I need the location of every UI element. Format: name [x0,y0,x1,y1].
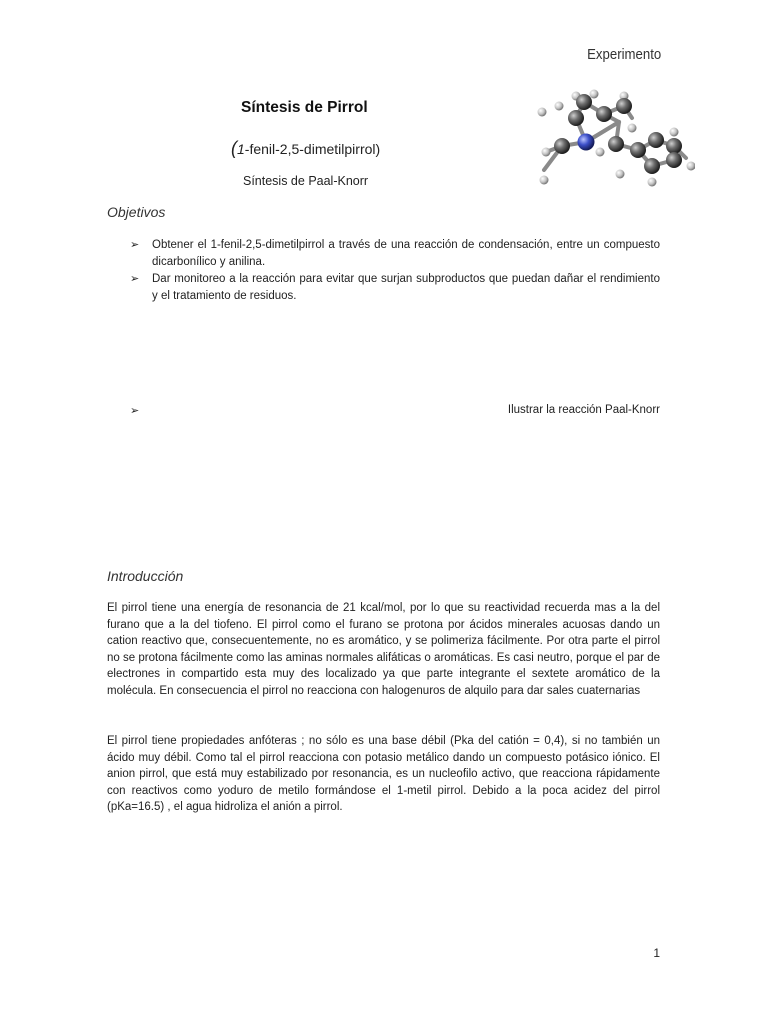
list-item [130,271,660,305]
objetivo-text: Ilustrar la reacción Paal-Knorr [507,404,660,416]
objetivos-heading: Objetivos [107,204,166,220]
compound-name-number: 1 [237,141,245,157]
list-item [130,237,660,271]
introduccion-heading: Introducción [107,568,184,584]
header-label: Experimento [586,46,661,63]
molecule-image [524,88,695,188]
arrowhead-bullet-icon: ➢ [130,405,140,417]
compound-name-rest: -fenil-2,5-dimetilpirrol) [244,141,381,157]
objetivo-text: Obtener el 1-fenil-2,5-dimetilpirrol a través de una reacción de condensación, entre un compuesto dicarbonílico y anilina. [152,239,660,268]
synthesis-method: Síntesis de Paal-Knorr [243,174,369,188]
compound-name-paren: ( [231,138,237,158]
compound-name [231,138,380,159]
objetivo-text: Dar monitoreo a la reacción para evitar que surjan subproductos que puedan dañar el rendimiento y el tratamiento de residuos. [152,273,660,302]
intro-paragraph: El pirrol tiene propiedades anfóteras ; no sólo es una base débil (Pka del catión = 0,4), si no también un ácido muy débil. Como tal el pirrol reacciona con potasio metálico dando un compuesto potásico iónico. El anion pirrol, que está muy estabilizado por resonancia, es un nucleofilo activo, que reacciona rápidamente con reactivos como yoduro de metilo formándose el 1-metil pirrol. Debido a la poca acidez del pirrol (pKa=16.5) , el agua hidroliza el anión a pirrol. [107,735,660,814]
objetivos-list [130,237,660,305]
arrowhead-bullet-icon: ➢ [130,273,140,285]
page-title: Síntesis de Pirrol [241,99,368,116]
arrowhead-bullet-icon: ➢ [130,239,140,251]
page-number: 1 [653,946,660,960]
intro-paragraph: El pirrol tiene una energía de resonancia de 21 kcal/mol, por lo que su reactividad recuerda mas a la del furano que a la del tiofeno. El pirrol como el furano se protona por ácidos minerales acuosas dando un cation reactivo que, consecuentemente, no es aromático, y se polimeriza fácilmente. Por otra parte el pirrol no se protona fácilmente como las aminas normales alifáticas o aromáticas. Es casi neutro, porque el par de electrones in compartido esta muy des localizado ya que parte integrante el sextete aromático de la molécula. En consecuencia el pirrol no reacciona con halogenuros de alquilo para dar sales cuaternarias [107,602,660,697]
